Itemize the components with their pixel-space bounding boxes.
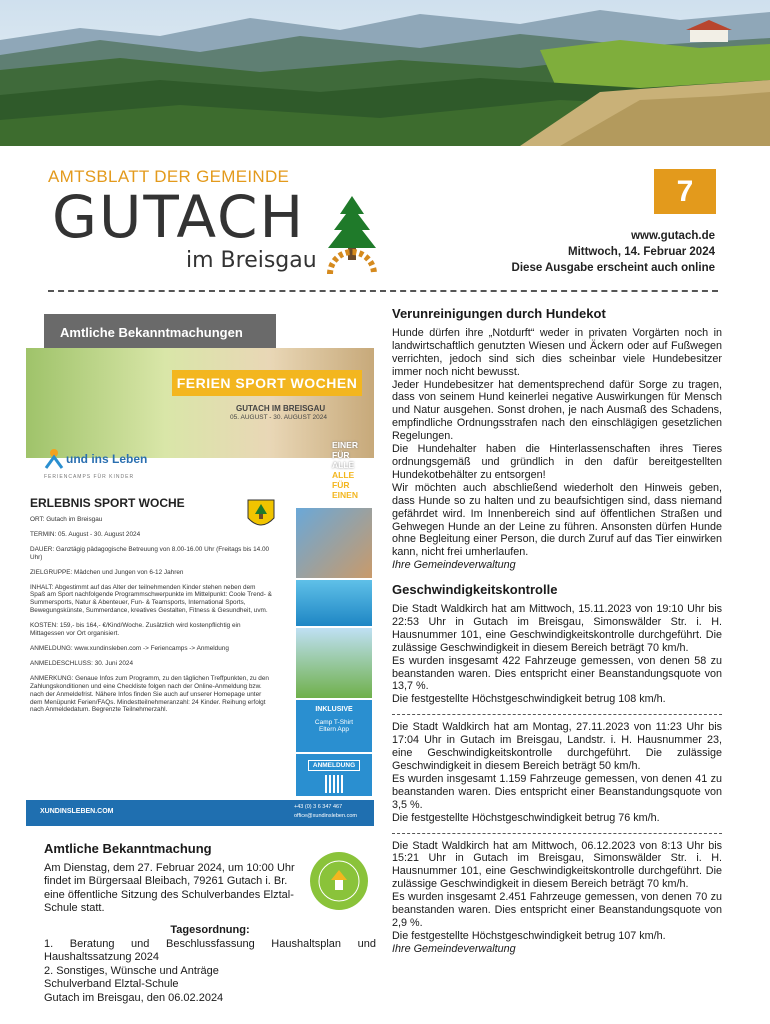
- issue-number-badge: 7: [654, 169, 716, 214]
- agenda-item: 2. Sonstiges, Wünsche und Anträge: [44, 964, 219, 977]
- ferien-sport-flyer: [26, 348, 374, 826]
- flyer-location: GUTACH IM BREISGAU: [236, 404, 326, 413]
- speed-check-paragraph: Die festgestellte Höchstgeschwindigkeit betrug 108 km/h.: [392, 693, 666, 706]
- anmeldung-title: ANMELDUNG: [308, 760, 360, 771]
- speed-check-paragraph: Die festgestellte Höchstgeschwindigkeit betrug 107 km/h.: [392, 929, 666, 942]
- slogan-line: ALLE: [332, 460, 355, 470]
- flyer-info-line: ANMELDUNG: www.xundinsleben.com -> Feriencamps -> Anmeldung: [30, 644, 229, 652]
- dashed-divider: [392, 833, 722, 834]
- flyer-info-line: ZIELGRUPPE: Mädchen und Jungen von 6-12 Jahren: [30, 568, 184, 576]
- flyer-header: FERIEN SPORT WOCHEN: [176, 375, 358, 391]
- agenda-item: 1. Beratung und Beschlussfassung Haushaltsplan und Haushaltssatzung 2024: [44, 937, 376, 964]
- flyer-footer-web[interactable]: XUNDINSLEBEN.COM: [40, 808, 114, 815]
- hundekot-title: Verunreinigungen durch Hundekot: [392, 306, 606, 321]
- flyer-info-line: TERMIN: 05. August - 30. August 2024: [30, 530, 141, 538]
- dashed-divider: [392, 714, 722, 715]
- article-title: Amtliche Bekanntmachung: [44, 841, 212, 856]
- slogan-line: FÜR: [332, 450, 350, 460]
- issue-date: Mittwoch, 14. Februar 2024: [568, 246, 715, 258]
- speed-check-paragraph: Es wurden insgesamt 422 Fahrzeuge gemessen, von denen 58 zu beanstanden waren. Dies entspricht einer Beanstandungsquote von 13,7 %.: [392, 654, 722, 693]
- inklusive-title: INKLUSIVE: [315, 706, 353, 713]
- flyer-inklusive-box: [296, 700, 372, 752]
- slogan-line: FÜR: [332, 480, 350, 490]
- flyer-org-sub: FERIENCAMPS FÜR KINDER: [44, 474, 135, 480]
- right-column: [392, 308, 722, 956]
- flyer-footer-mail: office@xundinsleben.com: [294, 813, 357, 819]
- flyer-anmeldung-box: [296, 754, 372, 796]
- flyer-dates: 05. AUGUST - 30. AUGUST 2024: [230, 414, 327, 421]
- hundekot-paragraph: Jeder Hundebesitzer hat dementsprechend dafür Sorge zu tragen, dass von seinem Hund keinerlei negative Auswirkungen für Mensch und Natur ausgehen. Sonst drohen, je nach Ausmaß des Schadens, empfindliche Ordnungsstrafen nach den einschlägigen gesetzlichen Regelungen.: [392, 378, 722, 443]
- masthead-title: AMTSBLATT DER GEMEINDE: [48, 167, 290, 186]
- article-signature: Schulverband Elztal-Schule: [44, 978, 179, 991]
- amtliche-bekanntmachung-article: [44, 842, 376, 1006]
- flyer-slogan: [332, 440, 358, 500]
- hundekot-paragraph: Hunde dürfen ihre „Notdurft“ weder in privaten Vorgärten noch in landwirtschaftlich genutzten Wiesen und Äckern oder auf Fußwegen verrichten, jedoch sind sich dies scheinbar viele Hundebesitzer immer noch nicht bewusst.: [392, 326, 722, 378]
- masthead-divider: [48, 290, 718, 292]
- agenda-title: Tagesordnung:: [170, 923, 250, 936]
- speed-check-paragraph: Die Stadt Waldkirch hat am Montag, 27.11.2023 von 11:23 Uhr bis 17:04 Uhr in Gutach im Breisgau, Landstr. i. H. Hausnummer 23, eine Geschwindigkeitskontrolle durchgeführt. Die zulässige Geschwindigkeit in diesem Bereich beträgt 50 km/h.: [392, 721, 722, 772]
- flyer-header-banner: [172, 370, 362, 396]
- flyer-org-name: und ins Leben: [66, 452, 148, 466]
- speed-check-paragraph: Die Stadt Waldkirch hat am Mittwoch, 06.12.2023 von 8:13 Uhr bis 15:21 Uhr in Gutach im Breisgau, Simonswälder Str. i. H. Hausnummer 101, eine Geschwindigkeitskontrolle durchgeführt. Die zulässige Geschwindigkeit in diesem Bereich beträgt 70 km/h.: [392, 839, 722, 891]
- hundekot-paragraph: Wir möchten auch abschließend wiederholt den Hinweis geben, dass Hunde so zu halten und zu beaufsichtigen sind, dass niemand gefährdet wird. Im Innenbereich sind auf öffentlichen Straßen und Gehwegen Hunde an der Leine zu führen. Ansonsten dürfen Hunde ohne Begleitung einer Person, die durch Zuruf auf das Tier einwirken kann, nicht frei umherlaufen.: [392, 481, 722, 559]
- flyer-subtitle: ERLEBNIS SPORT WOCHE: [30, 496, 185, 510]
- slogan-line: EINEN: [332, 490, 358, 500]
- flyer-org-logo-icon: [44, 448, 64, 470]
- flyer-info-line: ANMERKUNG: Genaue Infos zum Programm, zu den täglichen Treffpunkten, zu den Zahlungskonditionen und eine Checkliste folgen nach der Online-Anmeldung bzw. nach der Anmeldefrist. Nähere Infos finden Sie auch auf unserer Homepage unter dem Menüpunkt Ferien/FAQs. Mindestteilnehmeranzahl: 24 Kinder. Reihung erfolgt nach Anmeldedatum. Begrenzte Teilnehmerzahl.: [30, 674, 269, 714]
- flyer-info-line: ORT: Gutach im Breisgau: [30, 516, 103, 523]
- logo-subtitle: im Breisgau: [186, 248, 317, 273]
- logo-gutach-wordmark: GUTACH: [52, 183, 306, 251]
- flyer-footer-phone: +43 (0) 3 6 347 467: [294, 804, 343, 810]
- geschwindigkeit-title: Geschwindigkeitskontrolle: [392, 582, 558, 598]
- online-note: Diese Ausgabe erscheint auch online: [511, 262, 715, 274]
- hundekot-paragraph: Die Hundehalter haben die Hinterlassenschaften ihres Tieres ordnungsgemäß und gründlich in den dafür bereitgestellten Hundekotbehälter zu entsorgen!: [392, 443, 722, 481]
- slogan-line: EINER: [332, 440, 358, 450]
- flyer-photo-kids: [296, 508, 372, 578]
- hundekot-signature: Ihre Gemeindeverwaltung: [392, 559, 516, 572]
- flyer-footer: [26, 800, 374, 826]
- section-heading: Amtliche Bekanntmachungen: [60, 324, 243, 340]
- inklusive-text: Camp T-Shirt Eltern App: [314, 719, 354, 733]
- flyer-info-line: ANMELDESCHLUSS: 30. Juni 2024: [30, 659, 134, 667]
- flyer-info-line: KOSTEN: 159,- bis 164,- €/Kind/Woche. Zusätzlich wird kostenpflichtig ein Mittagessen vor Ort organisiert.: [30, 622, 241, 638]
- website-link[interactable]: www.gutach.de: [631, 230, 715, 242]
- slogan-line: ALLE: [332, 470, 355, 480]
- speed-check-paragraph: Es wurden insgesamt 2.451 Fahrzeuge gemessen, von denen 70 zu beanstanden waren. Dies entspricht einer Beanstandungsquote von 2,9 %.: [392, 891, 722, 929]
- flyer-photo-pool: [296, 580, 372, 626]
- flyer-photo-outdoor: [296, 628, 372, 698]
- logo-tree-icon: [322, 194, 382, 278]
- geschwindigkeit-signature: Ihre Gemeindeverwaltung: [392, 942, 516, 955]
- elztal-schule-badge-icon: [308, 850, 370, 912]
- article-body: Am Dienstag, dem 27. Februar 2024, um 10:00 Uhr findet im Bürgersaal Bleibach, 79261 Gutach i. Br. eine öffentliche Sitzung des Schulverbandes Elztal-Schule statt.: [44, 861, 295, 915]
- flyer-info-line: DAUER: Ganztägig pädagogische Betreuung von 8.00-16.00 Uhr (Freitags bis 14.00 Uhr): [30, 545, 270, 561]
- hero-landscape-image: [0, 0, 770, 146]
- speed-check-paragraph: Es wurden insgesamt 1.159 Fahrzeuge gemessen, von denen 41 zu beanstanden waren. Dies entspricht einer Beanstandungsquote von 3,5 %.: [392, 772, 722, 811]
- article-date: Gutach im Breisgau, den 06.02.2024: [44, 991, 224, 1004]
- flyer-photo-band: [26, 348, 374, 458]
- qr-code-icon: [325, 775, 343, 793]
- masthead-meta: [512, 228, 715, 276]
- speed-check-paragraph: Die Stadt Waldkirch hat am Mittwoch, 15.11.2023 von 19:10 Uhr bis 22:53 Uhr in Gutach im Breisgau, Simonswälder Str. i. H. Hausnummer 101, eine Geschwindigkeitskontrolle durchgeführt. Die zulässige Geschwindigkeit in diesem Bereich beträgt 70 km/h.: [392, 603, 722, 654]
- speed-check-paragraph: Die festgestellte Höchstgeschwindigkeit betrug 76 km/h.: [392, 811, 660, 824]
- flyer-info-line: INHALT: Abgestimmt auf das Alter der teilnehmenden Kinder stehen neben dem Spaß am Sport nachfolgende Programmschwerpunkte im Mittelpunkt: Coole Trend- & Summersports, Natur & Abenteuer, Fun- & Teamsports, International Sports, Bewegungskünste, Summerdance, kreatives Gestalten, Fitness & Gesundheit, uvm.: [30, 583, 272, 615]
- section-heading-bar: [44, 314, 276, 350]
- flyer-info: [30, 516, 272, 714]
